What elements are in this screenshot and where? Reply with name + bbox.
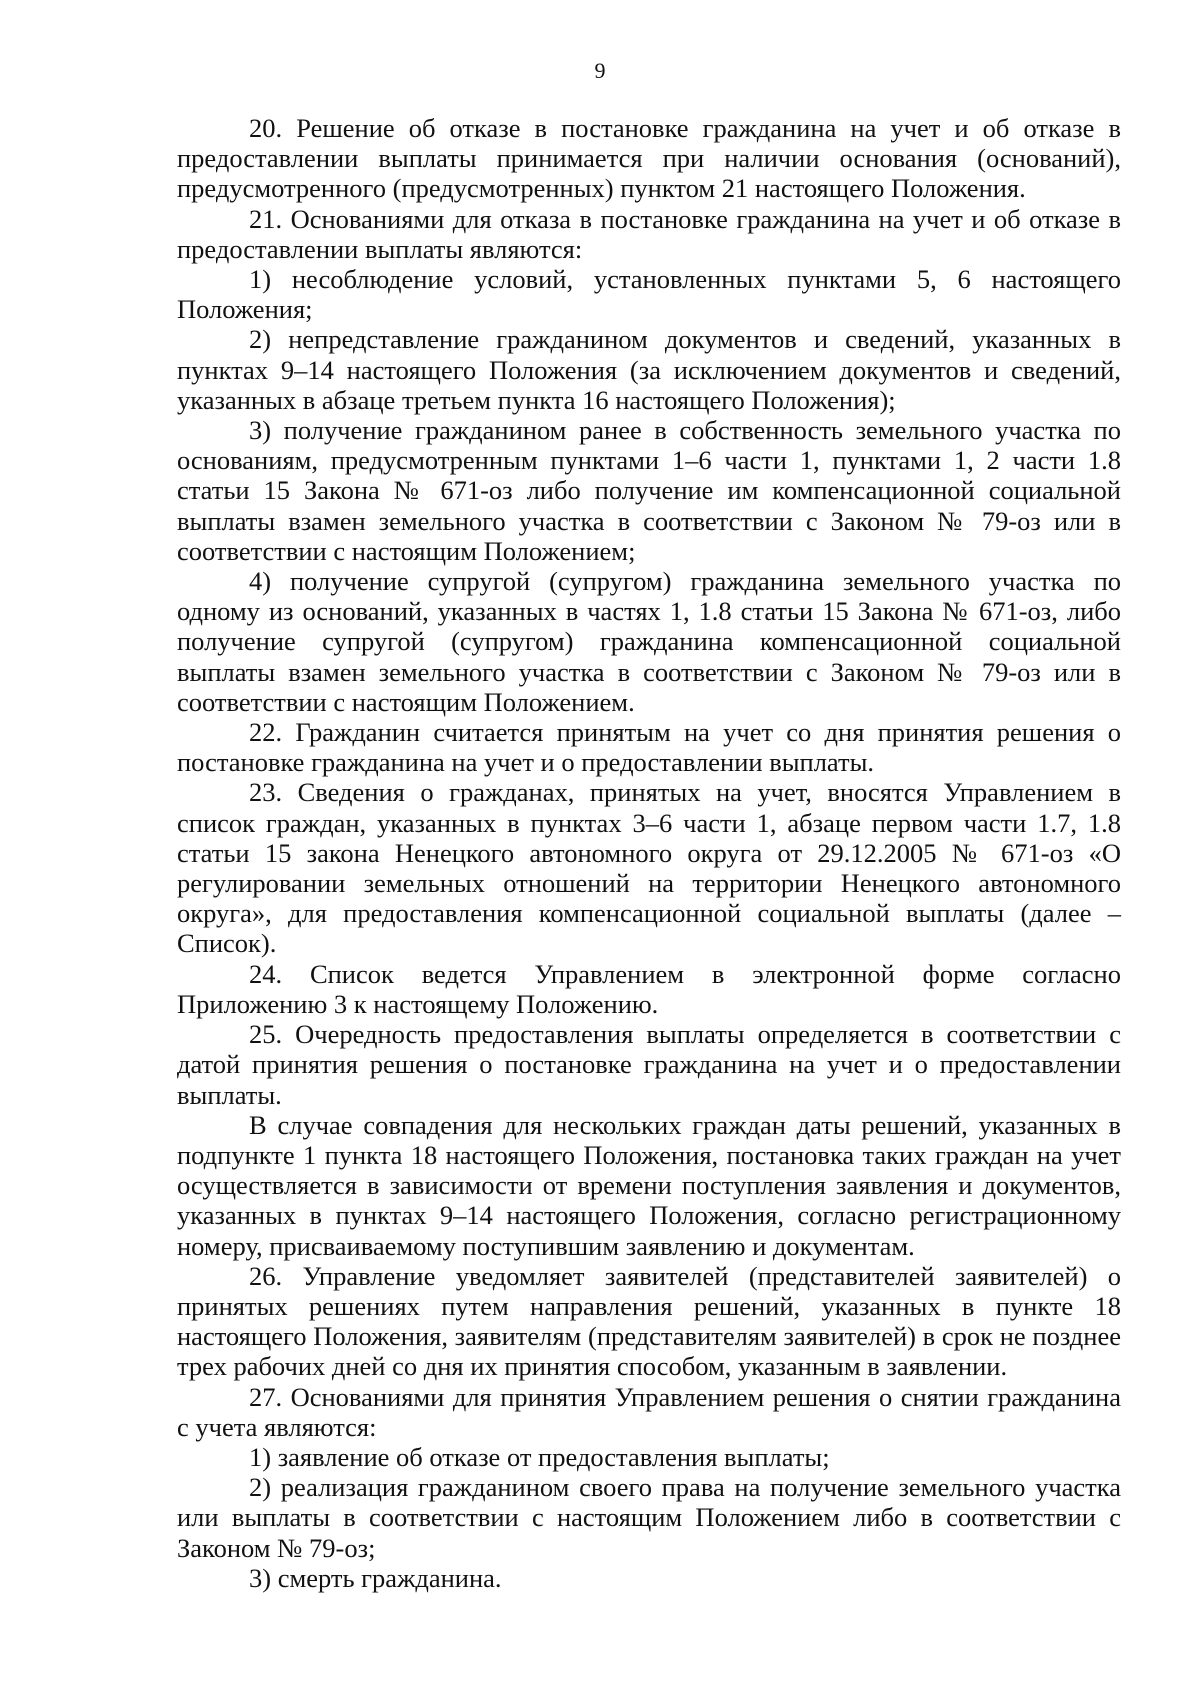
paragraph-24: 24. Список ведется Управлением в электронной форме согласно Приложению 3 к настоящему Положению. [177,958,1121,1019]
paragraph-22: 22. Гражданин считается принятым на учет со дня принятия решения о постановке гражданина на учет и о предоставлении выплаты. [177,717,1121,778]
paragraph-20: 20. Решение об отказе в постановке гражданина на учет и об отказе в предоставлении выплаты принимается при наличии основания (оснований), предусмотренного (предусмотренных) пунктом 21 настоящего Положения. [177,113,1121,204]
paragraph-23: 23. Сведения о гражданах, принятых на учет, вносятся Управлением в список граждан, указанных в пунктах 3–6 части 1, абзаце первом части 1.7, 1.8 статьи 15 закона Ненецкого автономного округа от 29.12.2005 № 671-оз «О регулировании земельных отношений на территории Ненецкого автономного округа», для предоставления компенсационной социальной выплаты (далее – Список). [177,777,1121,959]
paragraph-25: 25. Очередность предоставления выплаты определяется в соответствии с датой принятия решения о постановке гражданина на учет и о предоставлении выплаты. [177,1019,1121,1110]
paragraph-25-continuation: В случае совпадения для нескольких граждан даты решений, указанных в подпункте 1 пункта 18 настоящего Положения, постановка таких граждан на учет осуществляется в зависимости от времени поступления заявления и документов, указанных в пунктах 9–14 настоящего Положения, согласно регистрационному номеру, присваиваемому поступившим заявлению и документам. [177,1109,1121,1261]
paragraph-27-item-1: 1) заявление об отказе от предоставления выплаты; [249,1441,830,1472]
document-body [177,113,1121,1593]
paragraph-26: 26. Управление уведомляет заявителей (представителей заявителей) о принятых решениях путем направления решений, указанных в пункте 18 настоящего Положения, заявителям (представителям заявителей) в срок не позднее трех рабочих дней со дня их принятия способом, указанным в заявлении. [177,1260,1121,1382]
paragraph-27-item-2: 2) реализация гражданином своего права на получение земельного участка или выплаты в соответствии с настоящим Положением либо в соответствии с Законом № 79-оз; [177,1472,1121,1563]
paragraph-21-item-2: 2) непредставление гражданином документов и сведений, указанных в пунктах 9–14 настоящего Положения (за исключением документов и сведений, указанных в абзаце третьем пункта 16 настоящего Положения); [177,324,1121,415]
paragraph-21: 21. Основаниями для отказа в постановке гражданина на учет и об отказе в предоставлении выплаты являются: [177,203,1121,264]
paragraph-27-item-3: 3) смерть гражданина. [249,1562,502,1593]
page-number: 9 [594,58,606,83]
paragraph-21-item-4: 4) получение супругой (супругом) гражданина земельного участка по одному из оснований, указанных в частях 1, 1.8 статьи 15 Закона № 671-оз, либо получение супругой (супругом) гражданина компенсационной социальной выплаты взамен земельного участка в соответствии с Законом № 79-оз или в соответствии с настоящим Положением. [177,566,1121,717]
paragraph-27: 27. Основаниями для принятия Управлением решения о снятии гражданина с учета являются: [177,1381,1121,1442]
paragraph-21-item-1: 1) несоблюдение условий, установленных пунктами 5, 6 настоящего Положения; [177,264,1121,325]
paragraph-21-item-3: 3) получение гражданином ранее в собственность земельного участка по основаниям, предусмотренным пунктами 1–6 части 1, пунктами 1, 2 части 1.8 статьи 15 Закона № 671-оз либо получение им компенсационной социальной выплаты взамен земельного участка в соответствии с Законом № 79-оз или в соответствии с настоящим Положением; [177,415,1121,566]
